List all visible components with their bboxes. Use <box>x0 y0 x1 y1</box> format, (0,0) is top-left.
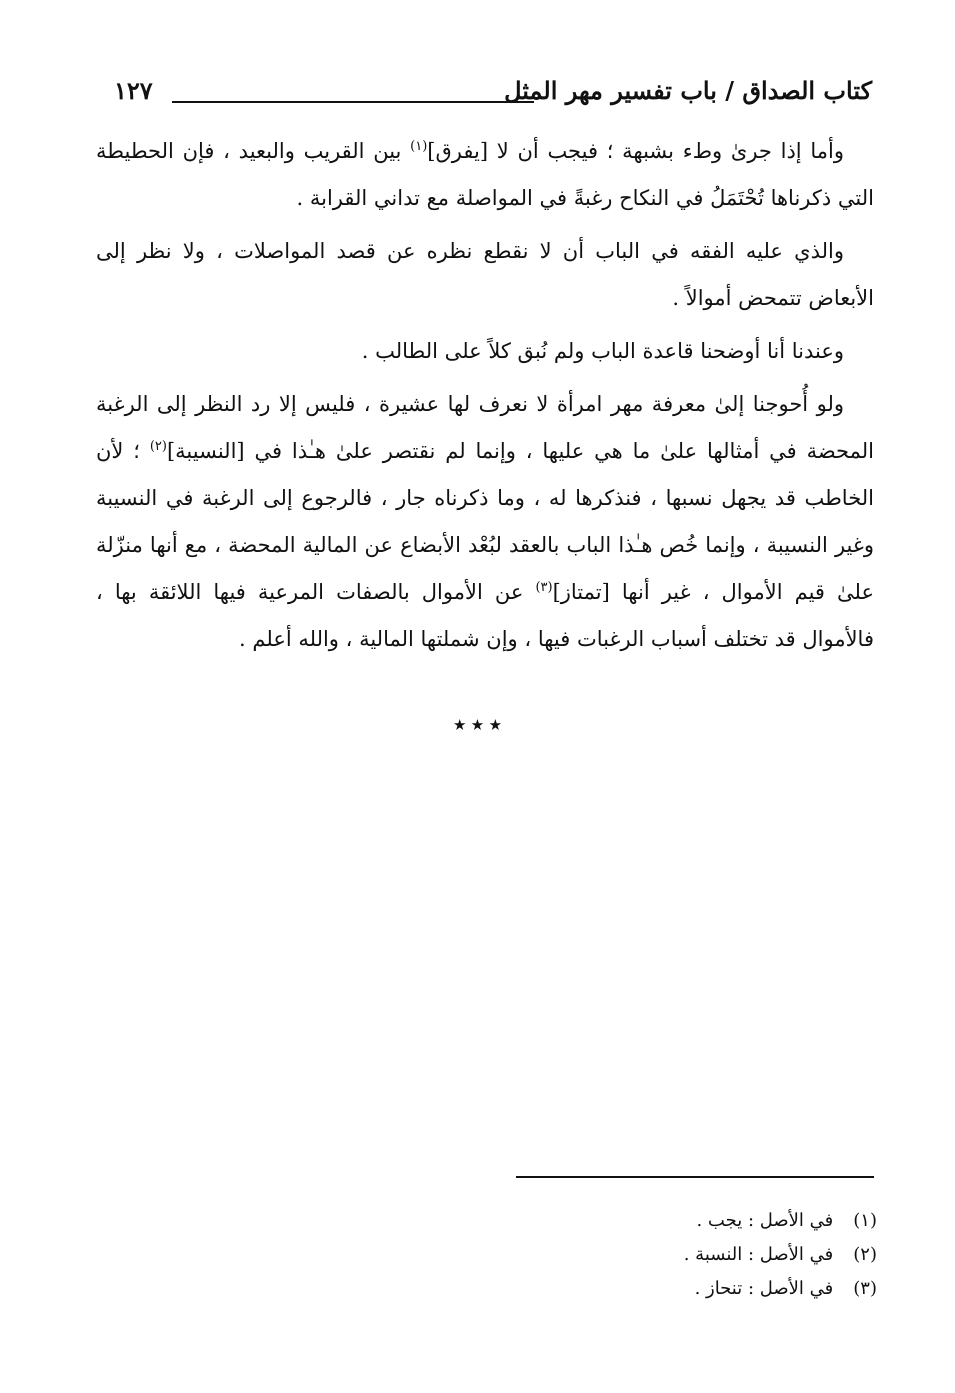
footnote-ref-2: (٢) <box>149 439 167 454</box>
section-separator: ٭ ٭ ٭ <box>454 712 501 736</box>
footnote-1 <box>477 1204 877 1238</box>
footnote-2-text: في الأصل : النسبة . <box>683 1244 834 1265</box>
paragraph-3: وعندنا أنا أوضحنا قاعدة الباب ولم نُبق كلاً على الطالب . <box>361 339 844 363</box>
footnote-ref-1: (١) <box>410 139 428 154</box>
footnote-3-text: في الأصل : تنحاز . <box>694 1278 834 1299</box>
header-title: كتاب الصداق / باب تفسير مهر المثل <box>504 76 872 105</box>
paragraph-4 <box>96 381 874 663</box>
footnote-ref-3: (٣) <box>535 580 553 595</box>
footnote-rule <box>516 1176 874 1178</box>
footnotes <box>477 1204 877 1306</box>
footnote-2 <box>477 1238 877 1272</box>
footnote-1-number: (١) <box>853 1210 877 1231</box>
footnote-3 <box>477 1272 877 1306</box>
running-header <box>100 76 872 116</box>
footnote-3-number: (٣) <box>853 1278 877 1299</box>
paragraph-1-part-a: وأما إذا جرىٰ وطء بشبهة ؛ فيجب أن لا [يفرق] <box>427 139 844 163</box>
paragraph-1 <box>96 128 874 222</box>
paragraph-4-part-c: عن الأموال بالصفات المرعية فيها اللائقة بها ، فالأموال قد تختلف أسباب الرغبات فيها ، وإن شملتها المالية ، والله أعلم . <box>96 580 874 651</box>
paragraph-4-part-a: ولو أُحوجنا إلىٰ معرفة مهر امرأة لا نعرف لها عشيرة ، فليس إلا رد النظر إلى الرغبة المحضة في أمثالها علىٰ ما هي عليها ، وإنما لم نقتصر علىٰ هـٰذا في [النسيبة] <box>96 392 874 463</box>
footnote-2-number: (٢) <box>853 1244 877 1265</box>
page-number: ١٢٧ <box>114 76 153 105</box>
paragraph-4-part-b: ؛ لأن الخاطب قد يجهل نسبها ، فنذكرها له ، وما ذكرناه جار ، فالرجوع إلى الرغبة في النسيبة وغير النسيبة ، وإنما خُص هـٰذا الباب بالعقد لبُعْد الأبضاع عن المالية المحضة ، مع أنها منزّلة علىٰ قيم الأموال ، غير أنها [تمتاز] <box>96 439 875 604</box>
header-rule <box>172 101 534 103</box>
paragraph-1-part-b: بين القريب والبعيد ، فإن الحطيطة التي ذكرناها تُحْتَمَلُ في النكاح رغبةً في المواصلة مع تداني القرابة . <box>96 139 874 210</box>
paragraph-2: والذي عليه الفقه في الباب أن لا نقطع نظره عن قصد المواصلات ، ولا نظر إلى الأبعاض تتمحض أموالاً . <box>96 239 874 310</box>
main-text <box>96 128 874 669</box>
footnote-1-text: في الأصل : يجب . <box>696 1210 834 1231</box>
